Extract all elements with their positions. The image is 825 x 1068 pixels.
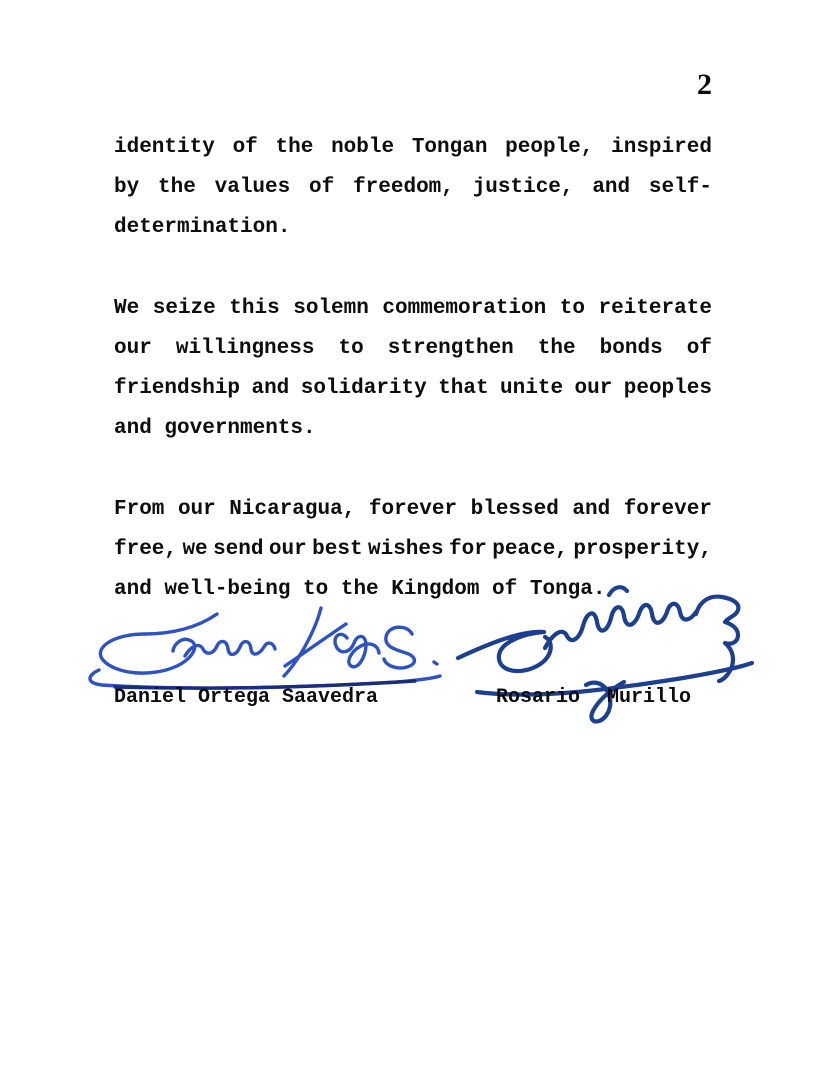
word: and <box>251 377 290 401</box>
word: unite <box>500 377 564 401</box>
signature-name-rosario-murillo: Rosario Murillo <box>496 686 692 709</box>
word: by <box>114 176 140 200</box>
word: to <box>338 336 364 360</box>
signature-name-daniel-ortega: Daniel Ortega Saavedra <box>114 686 379 709</box>
word: We <box>114 296 140 320</box>
word: and <box>572 497 611 521</box>
word: best <box>312 537 363 561</box>
word: that <box>438 377 489 401</box>
word: the <box>537 336 576 360</box>
word: inspired <box>611 136 712 159</box>
word: and <box>592 176 631 200</box>
word: friendship <box>114 377 241 401</box>
word: commemoration <box>382 296 547 320</box>
word: From <box>114 497 165 521</box>
word: for <box>449 537 487 561</box>
paragraph <box>114 128 712 249</box>
word: to <box>559 296 585 320</box>
word: our <box>114 336 152 360</box>
text-line <box>114 128 712 168</box>
word: willingness <box>175 336 315 360</box>
text-line: and governments. <box>114 417 316 441</box>
word: solidarity <box>300 377 427 401</box>
text-line <box>114 490 712 530</box>
text-line <box>114 168 712 208</box>
text-line <box>114 329 712 369</box>
word: our <box>177 497 216 521</box>
word: our <box>574 377 613 401</box>
text-line: determination. <box>114 216 291 240</box>
text-line <box>114 530 712 570</box>
word: the <box>158 176 196 200</box>
page-number: 2 <box>697 68 712 101</box>
word: peoples <box>623 377 712 401</box>
word: strengthen <box>387 336 514 360</box>
text-line: and well-being to the Kingdom of Tonga. <box>114 578 606 602</box>
word: identity <box>114 136 215 159</box>
word: prosperity, <box>573 537 712 561</box>
word: self- <box>648 176 712 200</box>
word: of <box>309 176 335 200</box>
text-line <box>114 369 712 409</box>
word: forever <box>368 497 458 521</box>
word: of <box>686 336 712 360</box>
word: the <box>275 136 314 159</box>
word: of <box>232 136 258 159</box>
word: send <box>213 537 264 561</box>
word: people, <box>505 136 594 159</box>
word: solemn <box>293 296 369 320</box>
word: this <box>229 296 280 320</box>
word: freedom, <box>353 176 454 200</box>
word: bonds <box>599 336 663 360</box>
document-body <box>114 128 712 650</box>
word: free, <box>114 537 178 561</box>
word: blessed <box>470 497 559 521</box>
word: Tongan <box>411 136 488 159</box>
word: values <box>214 176 291 200</box>
word: justice, <box>472 176 574 200</box>
word: seize <box>152 296 216 320</box>
text-line <box>114 289 712 329</box>
paragraph <box>114 289 712 450</box>
word: we <box>182 537 208 561</box>
paragraph <box>114 490 712 611</box>
word: noble <box>331 136 395 159</box>
word: peace, <box>492 537 568 561</box>
word: our <box>268 537 307 561</box>
word: wishes <box>368 537 444 561</box>
word: Nicaragua, <box>229 497 356 521</box>
word: reiterate <box>598 296 712 320</box>
word: forever <box>623 497 712 521</box>
